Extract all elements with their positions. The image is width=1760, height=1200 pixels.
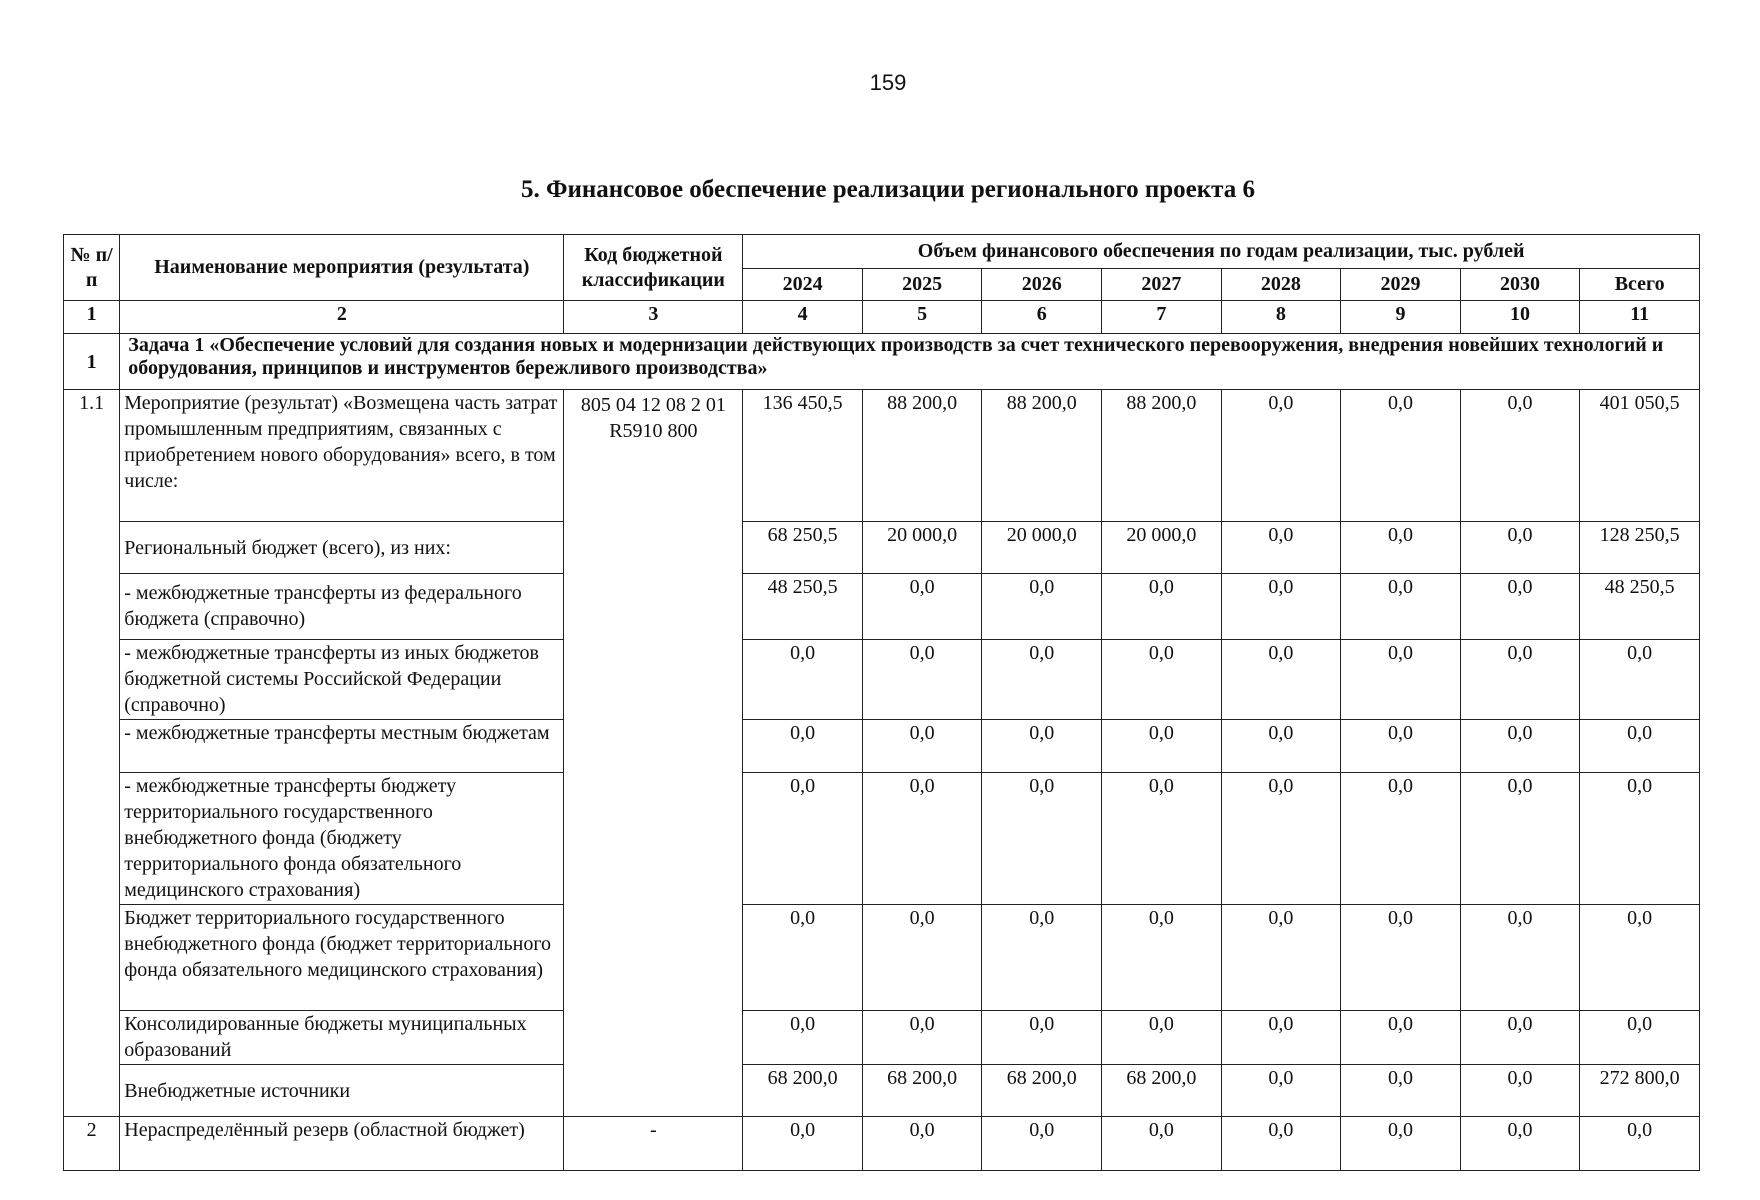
header-total: Всего	[1580, 269, 1700, 301]
cell-value: 68 200,0	[982, 1065, 1102, 1117]
cell-value: 0,0	[1580, 1117, 1700, 1171]
table-row	[64, 640, 1700, 720]
cell-value: 0,0	[743, 905, 863, 1011]
header-year: 2024	[743, 269, 863, 301]
cell-value: 0,0	[862, 1117, 982, 1171]
column-index: 5	[862, 301, 982, 334]
cell-value: 0,0	[1341, 905, 1461, 1011]
cell-value: 0,0	[1580, 905, 1700, 1011]
cell-value: 68 200,0	[1102, 1065, 1222, 1117]
cell-value: 0,0	[1460, 720, 1580, 773]
row-name: Бюджет территориального государственного внебюджетного фонда (бюджет территориального фонда обязательного медицинского страхования)	[120, 905, 564, 1011]
cell-value: 0,0	[1460, 574, 1580, 640]
row-name: Мероприятие (результат) «Возмещена часть затрат промышленным предприятиям, связанных с приобретением нового оборудования» всего, в том числе:	[120, 390, 564, 522]
cell-value: 0,0	[982, 1117, 1102, 1171]
cell-value: 20 000,0	[1102, 522, 1222, 574]
column-index: 10	[1460, 301, 1580, 334]
cell-value: 0,0	[1341, 1011, 1461, 1065]
header-year: 2028	[1221, 269, 1341, 301]
cell-value: 0,0	[862, 640, 982, 720]
cell-value: 0,0	[1460, 640, 1580, 720]
cell-value: 0,0	[982, 905, 1102, 1011]
cell-value: 0,0	[743, 1117, 863, 1171]
cell-value: 88 200,0	[1102, 390, 1222, 522]
budget-code: -	[564, 1117, 743, 1171]
header-no: № п/п	[64, 235, 120, 301]
table-row	[64, 773, 1700, 905]
table-row	[64, 905, 1700, 1011]
cell-value: 0,0	[1102, 773, 1222, 905]
row-name: - межбюджетные трансферты местным бюджетам	[120, 720, 564, 773]
cell-value: 0,0	[1460, 773, 1580, 905]
cell-value: 0,0	[1341, 390, 1461, 522]
cell-value: 0,0	[862, 720, 982, 773]
row-name: - межбюджетные трансферты из федерального бюджета (справочно)	[120, 574, 564, 640]
column-index: 11	[1580, 301, 1700, 334]
cell-value: 0,0	[1221, 1065, 1341, 1117]
cell-value: 0,0	[982, 640, 1102, 720]
cell-value: 0,0	[862, 773, 982, 905]
cell-value: 0,0	[1102, 1011, 1222, 1065]
cell-value: 0,0	[1221, 1117, 1341, 1171]
page-title: 5. Финансовое обеспечение реализации регионального проекта 6	[520, 176, 1256, 203]
cell-value: 20 000,0	[862, 522, 982, 574]
cell-value: 401 050,5	[1580, 390, 1700, 522]
cell-value: 0,0	[1221, 720, 1341, 773]
header-code: Код бюджетной классификации	[564, 235, 743, 301]
cell-value: 0,0	[1341, 640, 1461, 720]
cell-value: 0,0	[1221, 522, 1341, 574]
column-index: 4	[743, 301, 863, 334]
cell-value: 0,0	[1221, 773, 1341, 905]
cell-value: 272 800,0	[1580, 1065, 1700, 1117]
header-year: 2026	[982, 269, 1102, 301]
cell-value: 0,0	[1102, 720, 1222, 773]
table-row	[64, 1117, 1700, 1171]
cell-value: 0,0	[1341, 1065, 1461, 1117]
cell-value: 0,0	[862, 905, 982, 1011]
column-index: 2	[120, 301, 564, 334]
cell-value: 0,0	[1460, 522, 1580, 574]
cell-value: 0,0	[1460, 1011, 1580, 1065]
column-index: 9	[1341, 301, 1461, 334]
cell-value: 0,0	[1341, 522, 1461, 574]
cell-value: 0,0	[1102, 1117, 1222, 1171]
cell-value: 0,0	[1460, 390, 1580, 522]
cell-value: 88 200,0	[862, 390, 982, 522]
row-name: - межбюджетные трансферты бюджету территориального государственного внебюджетного фонда (бюджету территориального фонда обязательного медицинского страхования)	[120, 773, 564, 905]
cell-value: 128 250,5	[1580, 522, 1700, 574]
table-row	[64, 522, 1700, 574]
column-index: 3	[564, 301, 743, 334]
cell-value: 0,0	[1221, 390, 1341, 522]
task-number: 1	[64, 334, 120, 390]
header-year: 2029	[1341, 269, 1461, 301]
page-number: 159	[869, 70, 907, 95]
cell-value: 0,0	[1221, 1011, 1341, 1065]
table-row	[64, 720, 1700, 773]
cell-value: 0,0	[982, 720, 1102, 773]
table-row	[64, 1065, 1700, 1117]
column-index-row	[64, 301, 1700, 334]
cell-value: 68 200,0	[743, 1065, 863, 1117]
row-name: Консолидированные бюджеты муниципальных образований	[120, 1011, 564, 1065]
cell-value: 0,0	[743, 640, 863, 720]
cell-value: 0,0	[1460, 1065, 1580, 1117]
cell-value: 0,0	[982, 773, 1102, 905]
row-name: Нераспределённый резерв (областной бюджет)	[120, 1117, 564, 1171]
cell-value: 0,0	[1221, 640, 1341, 720]
cell-value: 0,0	[1460, 1117, 1580, 1171]
row-name: Внебюджетные источники	[120, 1065, 564, 1117]
reserve-number: 2	[64, 1117, 120, 1171]
financing-table	[63, 234, 1700, 1171]
cell-value: 0,0	[1580, 773, 1700, 905]
cell-value: 136 450,5	[743, 390, 863, 522]
cell-value: 0,0	[1341, 574, 1461, 640]
cell-value: 0,0	[862, 1011, 982, 1065]
column-index: 8	[1221, 301, 1341, 334]
cell-value: 0,0	[862, 574, 982, 640]
budget-code: 805 04 12 08 2 01 R5910 800	[564, 390, 743, 1117]
cell-value: 0,0	[1580, 720, 1700, 773]
table-row	[64, 574, 1700, 640]
task-text: Задача 1 «Обеспечение условий для создания новых и модернизации действующих производств за счет технического перевооружения, внедрения новейших технологий и оборудования, принципов и инструментов бережливого производства»	[120, 334, 1700, 390]
cell-value: 0,0	[1102, 905, 1222, 1011]
table-row	[64, 1011, 1700, 1065]
header-name: Наименование мероприятия (результата)	[120, 235, 564, 301]
cell-value: 68 200,0	[862, 1065, 982, 1117]
column-index: 6	[982, 301, 1102, 334]
cell-value: 0,0	[1221, 905, 1341, 1011]
cell-value: 0,0	[1460, 905, 1580, 1011]
cell-value: 0,0	[1580, 1011, 1700, 1065]
header-year: 2030	[1460, 269, 1580, 301]
task-row	[64, 334, 1700, 390]
cell-value: 0,0	[1102, 574, 1222, 640]
cell-value: 48 250,5	[743, 574, 863, 640]
cell-value: 48 250,5	[1580, 574, 1700, 640]
column-index: 1	[64, 301, 120, 334]
measure-number: 1.1	[64, 390, 120, 1117]
cell-value: 0,0	[1102, 640, 1222, 720]
cell-value: 0,0	[1221, 574, 1341, 640]
cell-value: 20 000,0	[982, 522, 1102, 574]
column-index: 7	[1102, 301, 1222, 334]
cell-value: 88 200,0	[982, 390, 1102, 522]
cell-value: 68 250,5	[743, 522, 863, 574]
row-name: Региональный бюджет (всего), из них:	[120, 522, 564, 574]
cell-value: 0,0	[743, 773, 863, 905]
table-row	[64, 390, 1700, 522]
row-name: - межбюджетные трансферты из иных бюджетов бюджетной системы Российской Федерации (справочно)	[120, 640, 564, 720]
cell-value: 0,0	[982, 1011, 1102, 1065]
header-year: 2027	[1102, 269, 1222, 301]
cell-value: 0,0	[1580, 640, 1700, 720]
header-volume: Объем финансового обеспечения по годам реализации, тыс. рублей	[743, 235, 1700, 269]
cell-value: 0,0	[982, 574, 1102, 640]
cell-value: 0,0	[1341, 1117, 1461, 1171]
cell-value: 0,0	[743, 720, 863, 773]
cell-value: 0,0	[743, 1011, 863, 1065]
cell-value: 0,0	[1341, 773, 1461, 905]
header-year: 2025	[862, 269, 982, 301]
cell-value: 0,0	[1341, 720, 1461, 773]
